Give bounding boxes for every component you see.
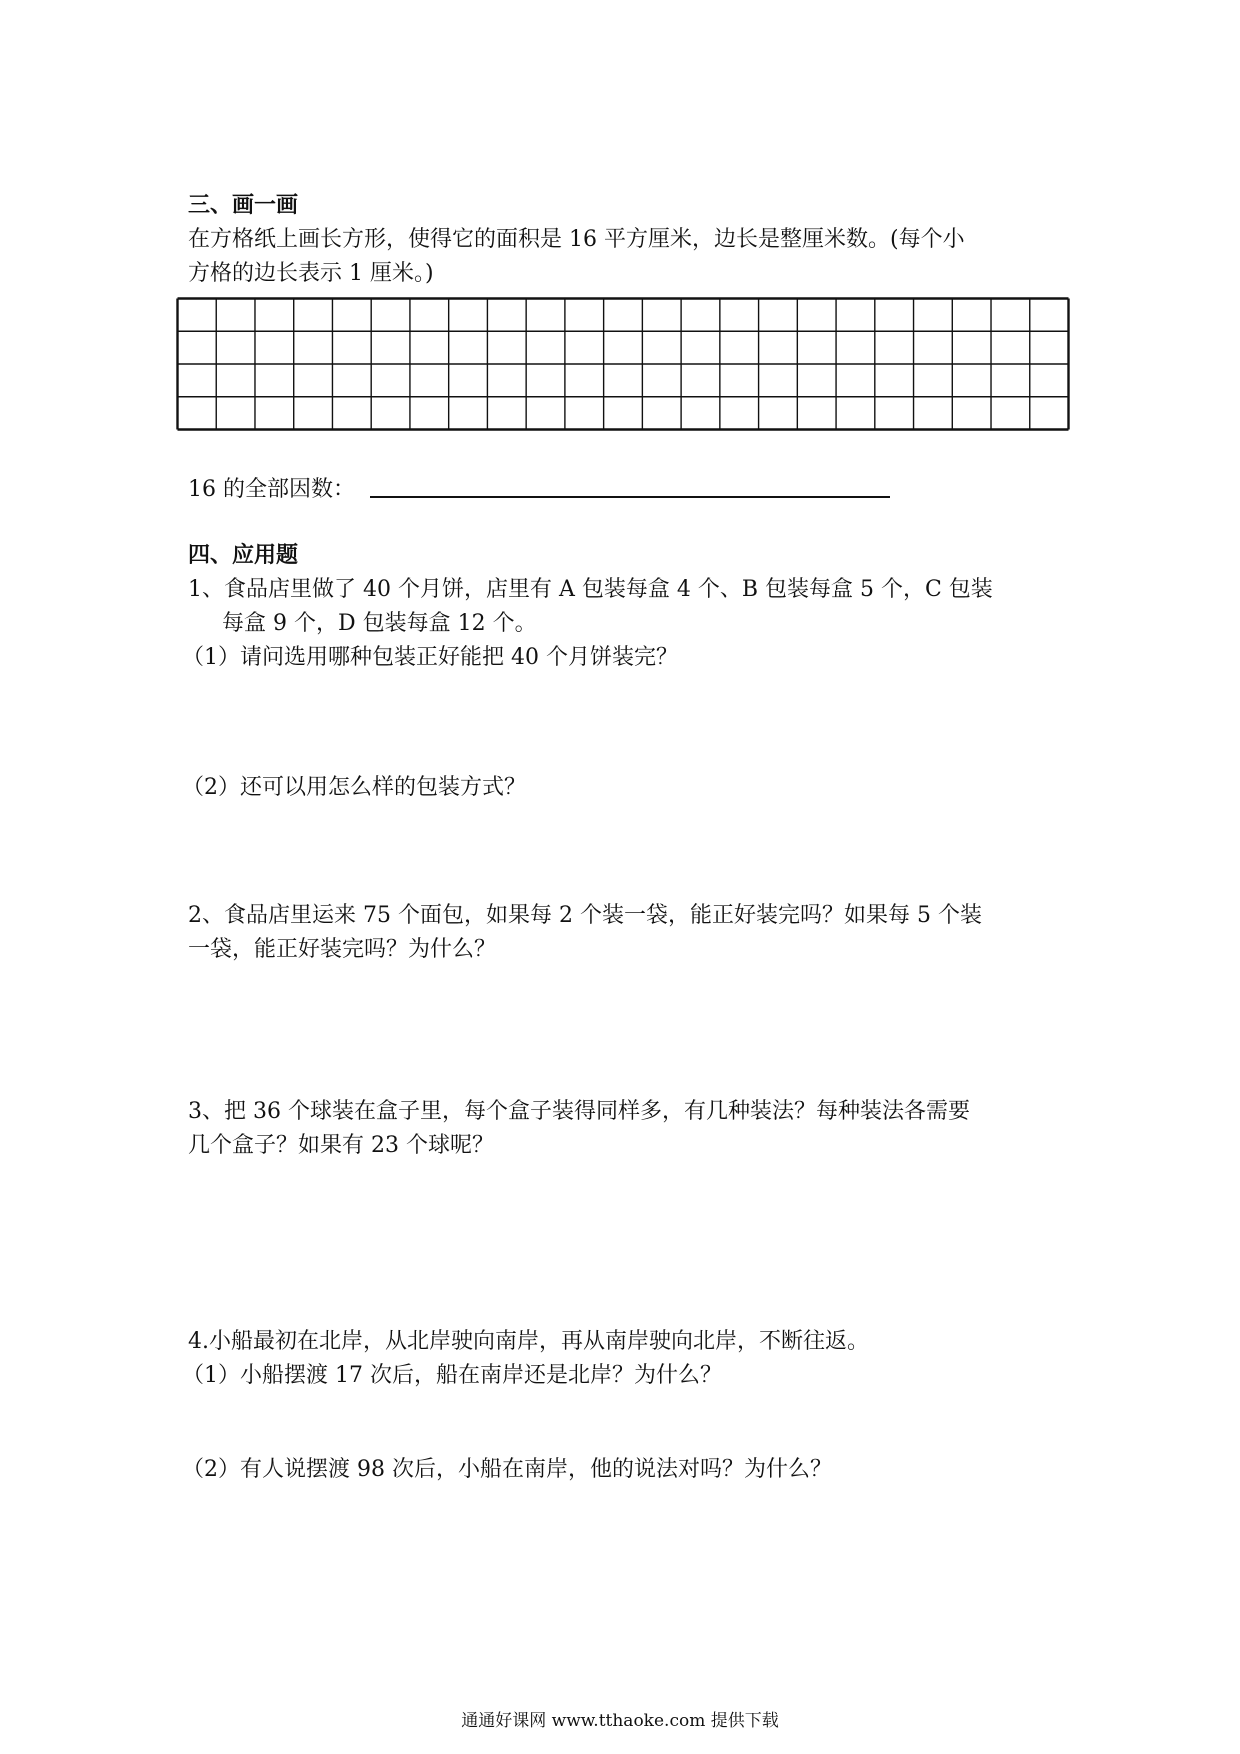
- q4-line1: 4.小船最初在北岸，从北岸驶向南岸，再从南岸驶向北岸，不断往返。: [188, 1329, 869, 1354]
- q3-line2: 几个盒子？如果有 23 个球呢？: [188, 1133, 494, 1158]
- grid-paper-svg: [176, 297, 1070, 431]
- footer-text: 通通好课网 www.tthaoke.com 提供下载: [461, 1711, 779, 1731]
- q1-line2: 每盒 9 个，D 包装每盒 12 个。: [222, 611, 537, 636]
- q1-sub2: （2）还可以用怎么样的包装方式？: [182, 775, 526, 800]
- section4-heading: 四、应用题: [188, 542, 299, 568]
- q4-sub1: （1）小船摆渡 17 次后，船在南岸还是北岸？为什么？: [182, 1363, 722, 1388]
- q4-sub2: （2）有人说摆渡 98 次后，小船在南岸，他的说法对吗？为什么？: [182, 1457, 832, 1482]
- grid-paper[interactable]: [176, 297, 1070, 431]
- section3-heading: 三、画一画: [188, 192, 299, 218]
- factors-label: 16 的全部因数：: [188, 477, 355, 502]
- q1-line1: 1、食品店里做了 40 个月饼，店里有 A 包装每盒 4 个、B 包装每盒 5 个，C 包装: [188, 577, 993, 602]
- q2-line2: 一袋，能正好装完吗？为什么？: [188, 937, 497, 962]
- q3-line1: 3、把 36 个球装在盒子里，每个盒子装得同样多，有几种装法？每种装法各需要: [188, 1099, 970, 1124]
- q1-sub1: （1）请问选用哪种包装正好能把 40 个月饼装完？: [182, 645, 678, 670]
- factors-answer-line[interactable]: [370, 496, 890, 498]
- q2-line1: 2、食品店里运来 75 个面包，如果每 2 个装一袋，能正好装完吗？如果每 5 个装: [188, 903, 982, 928]
- section3-instruction-line2: 方格的边长表示 1 厘米。): [188, 261, 434, 286]
- section3-instruction-line1: 在方格纸上画长方形，使得它的面积是 16 平方厘米，边长是整厘米数。(每个小: [188, 227, 965, 252]
